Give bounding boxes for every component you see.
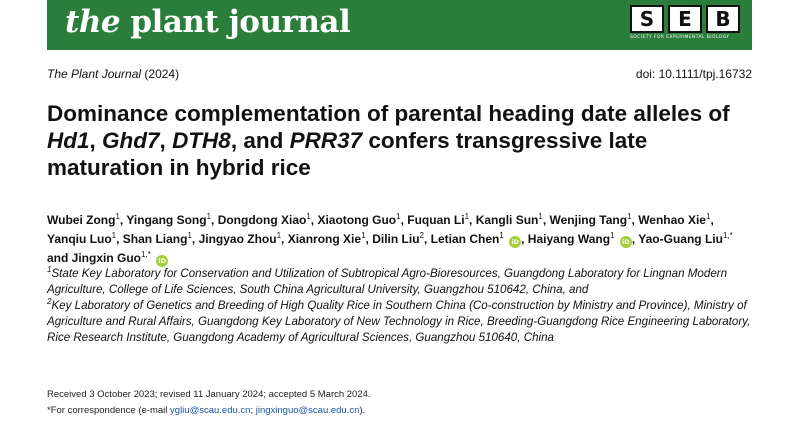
title-sep: , and	[230, 128, 290, 153]
title-sep: ,	[89, 128, 103, 153]
correspondence: *For correspondence (e-mail ygliu@scau.edu.cn; jingxinguo@scau.edu.cn).	[47, 405, 366, 416]
author[interactable]: Xiaotong Guo$^1$,	[317, 212, 408, 227]
title-sep: ,	[159, 128, 173, 153]
author[interactable]: Yao-Guang Liu$^{1,*}$	[638, 231, 733, 246]
title-gene: Hd1	[47, 128, 90, 153]
article-title	[47, 100, 767, 181]
journal-logo-text: plant journal	[120, 4, 351, 40]
authors-and: and	[47, 251, 72, 265]
author[interactable]: Yingang Song$^1$,	[126, 212, 218, 227]
title-text: Dominance complementation of parental heading date alleles of	[47, 101, 730, 126]
author[interactable]: Dongdong Xiao$^1$,	[217, 212, 318, 227]
seb-letter-e: E	[668, 5, 702, 33]
author[interactable]: Kangli Sun$^1$,	[475, 212, 550, 227]
affiliation-2: $^2$Key Laboratory of Genetics and Breeding of High Quality Rice in Southern China (Co-construction by Ministry and Province), Ministry of Agriculture and Rural Affairs, Guangdong Key Laboratory of New Technology in Rice, Breeding-Guangdong Rice Engineering Laboratory, Rice Research Institute, Guangdong Academy of Agricultural Sciences, Guangzhou 510640, China	[47, 297, 751, 344]
journal-logo[interactable]	[65, 2, 350, 42]
title-text: confers transgressive late maturation in hybrid rice	[47, 128, 648, 180]
orcid-icon[interactable]: iD	[509, 236, 521, 248]
author[interactable]: Jingxin Guo$^{1,*}$ iD	[72, 251, 168, 265]
seb-subtitle: SOCIETY FOR EXPERIMENTAL BIOLOGY	[630, 35, 730, 40]
seb-letters	[630, 5, 742, 33]
journal-banner	[47, 0, 752, 50]
affiliation-1: $^1$State Key Laboratory for Conservation and Utilization of Subtropical Agro-Bioresources, Guangdong Laboratory for Lingnan Modern Agriculture, College of Life Sciences, South China Agricultural University, Guangzhou 510642, China, and	[47, 265, 728, 296]
seb-logo[interactable]	[630, 5, 742, 40]
author[interactable]: Fuquan Li$^1$,	[407, 212, 476, 227]
author[interactable]: Yanqiu Luo$^1$,	[47, 231, 123, 246]
journal-logo-italic: the	[65, 4, 121, 40]
orcid-icon[interactable]: iD	[156, 255, 168, 267]
email-link-1[interactable]: ygliu@scau.edu.cn	[170, 405, 251, 416]
author[interactable]: Haiyang Wang$^1$ iD ,	[527, 231, 639, 246]
affiliations	[47, 266, 762, 346]
email-link-2[interactable]: jingxinguo@scau.edu.cn	[255, 405, 360, 416]
title-gene: Ghd7	[102, 128, 160, 153]
author[interactable]: Wubei Zong$^1$,	[47, 212, 127, 227]
seb-letter-s: S	[630, 5, 664, 33]
seb-letter-b: B	[706, 5, 740, 33]
author[interactable]: Letian Chen$^1$ iD ,	[430, 231, 528, 246]
title-gene: DTH8	[172, 128, 231, 153]
author[interactable]: Wenhao Xie$^1$,	[638, 212, 714, 227]
author[interactable]: Wenjing Tang$^1$,	[549, 212, 639, 227]
author-list	[47, 211, 762, 268]
doi[interactable]: doi: 10.1111/tpj.16732	[635, 67, 752, 81]
received-dates: Received 3 October 2023; revised 11 January 2024; accepted 5 March 2024.	[47, 389, 371, 400]
journal-year: (2024)	[144, 67, 180, 81]
title-gene: PRR37	[289, 128, 363, 153]
author[interactable]: Xianrong Xie$^1$,	[287, 231, 373, 246]
author[interactable]: Jingyao Zhou$^1$,	[198, 231, 288, 246]
journal-citation	[47, 67, 179, 81]
journal-name: The Plant Journal	[47, 67, 142, 81]
author[interactable]: Dilin Liu$^2$,	[372, 231, 431, 246]
author[interactable]: Shan Liang$^1$,	[122, 231, 199, 246]
orcid-icon[interactable]: iD	[620, 236, 632, 248]
